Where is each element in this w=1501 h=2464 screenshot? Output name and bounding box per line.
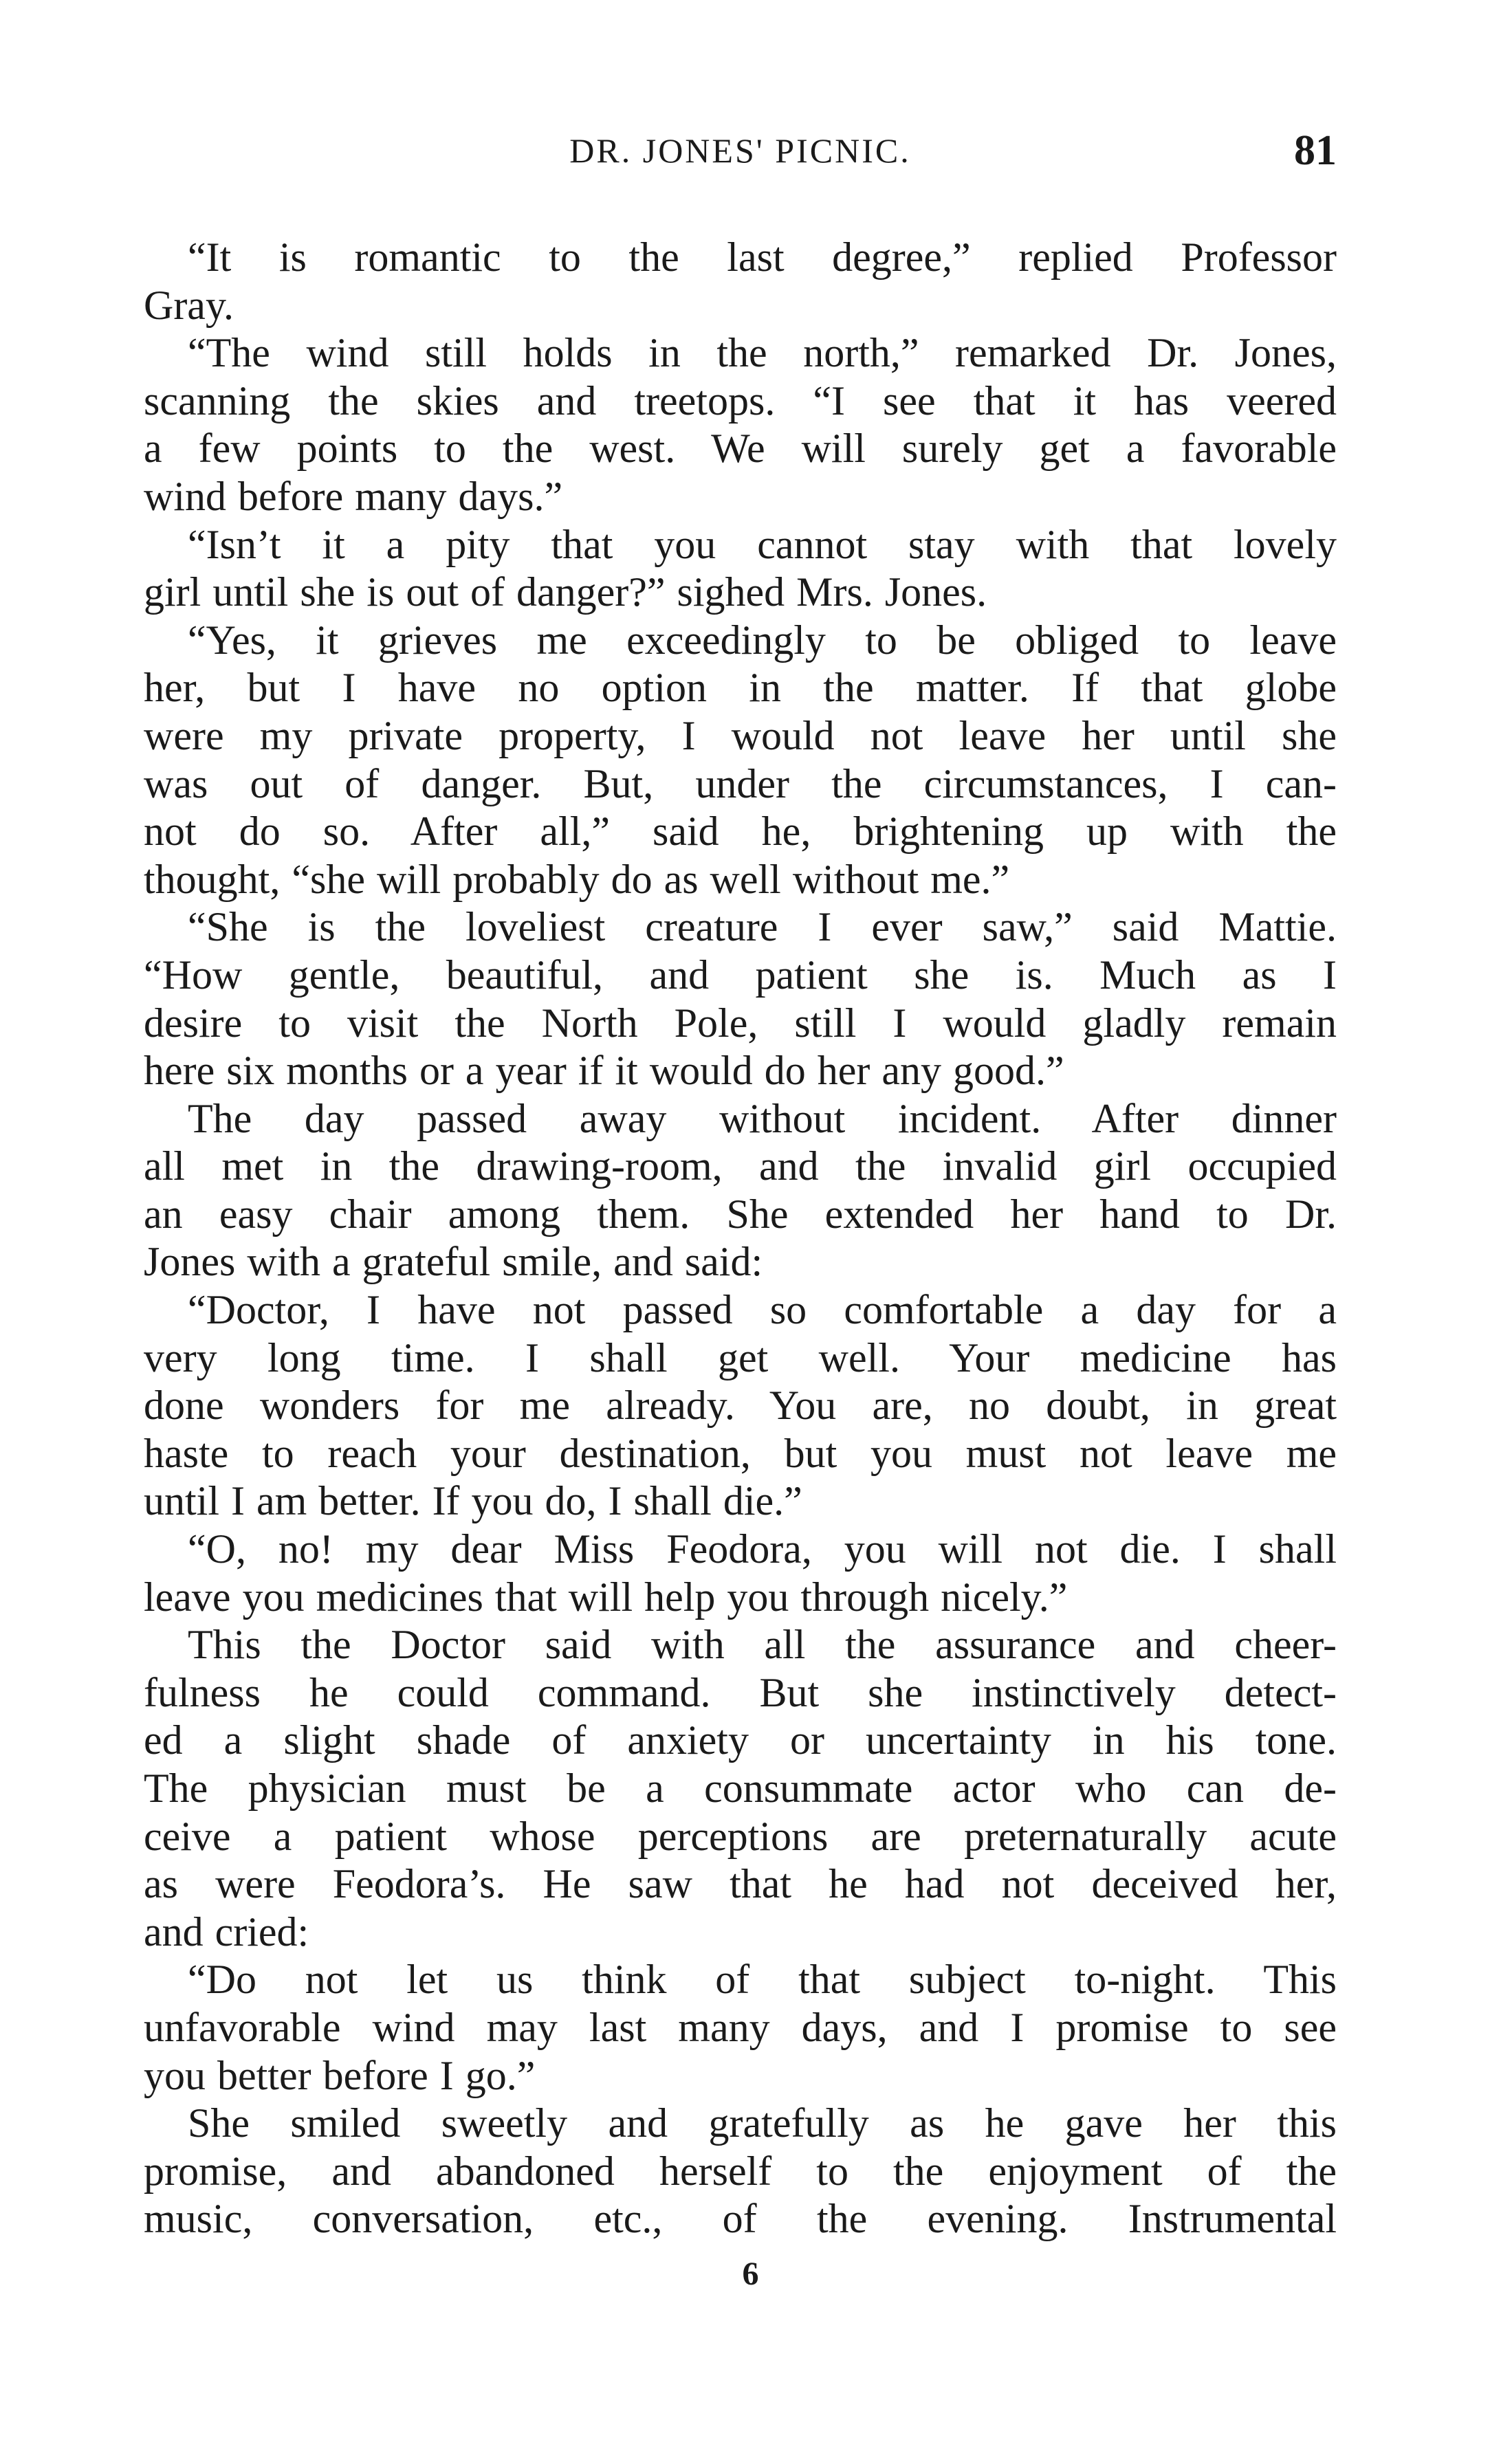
paragraph [144, 2100, 1337, 2243]
paragraph [144, 1526, 1337, 1621]
text-line: very long time. I shall get well. Your medicine has [144, 1334, 1337, 1380]
text-line: haste to reach your destination, but you must not leave me [144, 1430, 1337, 1476]
text-line: “O, no! my dear Miss Feodora, you will not die. I shall [188, 1526, 1337, 1572]
text-line: here six months or a year if it would do her any good.” [144, 1048, 1064, 1094]
text-line: This the Doctor said with all the assurance and cheer- [188, 1622, 1337, 1668]
text-line: “The wind still holds in the north,” remarked Dr. Jones, [188, 330, 1337, 376]
text-line: girl until she is out of danger?” sighed Mrs. Jones. [144, 569, 987, 615]
text-line: an easy chair among them. She extended her hand to Dr. [144, 1191, 1337, 1237]
paragraph [144, 903, 1337, 1094]
body-text [144, 234, 1337, 2243]
page-header [144, 127, 1337, 186]
text-line: her, but I have no option in the matter. If that globe [144, 665, 1337, 711]
paragraph [144, 1095, 1337, 1286]
paragraph [144, 1621, 1337, 1956]
paragraph [144, 234, 1337, 329]
text-line: “Doctor, I have not passed so comfortable a day for a [188, 1287, 1337, 1333]
text-line: was out of danger. But, under the circumstances, I can- [144, 760, 1337, 806]
paragraph [144, 1286, 1337, 1526]
text-line: wind before many days.” [144, 473, 563, 519]
text-line: a few points to the west. We will surely get a favorable [144, 426, 1337, 472]
text-line: music, conversation, etc., of the evening. Instrumental [144, 2196, 1337, 2242]
signature-mark: 6 [742, 2256, 759, 2292]
text-line: “Isn’t it a pity that you cannot stay with that lovely [188, 521, 1337, 567]
text-line: “It is romantic to the last degree,” replied Professor [188, 234, 1337, 280]
text-line: promise, and abandoned herself to the enjoyment of the [144, 2148, 1337, 2194]
text-line: “Do not let us think of that subject to-night. This [188, 1957, 1337, 2003]
text-line: fulness he could command. But she instinctively detect- [144, 1669, 1337, 1715]
text-line: ed a slight shade of anxiety or uncertainty in his tone. [144, 1717, 1337, 1763]
text-line: “Yes, it grieves me exceedingly to be obliged to leave [188, 617, 1337, 663]
text-line: She smiled sweetly and gratefully as he gave her this [188, 2100, 1337, 2146]
text-line: not do so. After all,” said he, brightening up with the [144, 808, 1337, 855]
text-line: scanning the skies and treetops. “I see that it has veered [144, 377, 1337, 424]
page-number: 81 [1294, 127, 1337, 174]
text-line: all met in the drawing-room, and the invalid girl occupied [144, 1143, 1337, 1189]
text-line: “She is the loveliest creature I ever saw,” said Mattie. [188, 904, 1337, 950]
text-line: until I am better. If you do, I shall die.” [144, 1478, 802, 1524]
text-line: The physician must be a consummate actor who can de- [144, 1766, 1337, 1811]
text-line: as were Feodora’s. He saw that he had not deceived her, [144, 1861, 1337, 1907]
paragraph [144, 617, 1337, 904]
text-line: leave you medicines that will help you through nicely.” [144, 1574, 1068, 1620]
text-line: desire to visit the North Pole, still I would gladly remain [144, 1000, 1337, 1046]
text-line: were my private property, I would not leave her until she [144, 712, 1337, 758]
text-line: thought, “she will probably do as well without me.” [144, 856, 1010, 902]
running-title: DR. JONES' PICNIC. [569, 131, 911, 170]
paragraph [144, 1956, 1337, 2100]
paragraph [144, 329, 1337, 520]
text-line: you better before I go.” [144, 2052, 536, 2098]
text-line: unfavorable wind may last many days, and I promise to see [144, 2004, 1337, 2050]
text-line: “How gentle, beautiful, and patient she is. Much as I [144, 952, 1337, 998]
text-line: Gray. [144, 282, 234, 328]
text-line: done wonders for me already. You are, no doubt, in great [144, 1383, 1337, 1429]
text-line: ceive a patient whose perceptions are preternaturally acute [144, 1813, 1337, 1859]
text-line: Jones with a grateful smile, and said: [144, 1239, 763, 1285]
text-line: and cried: [144, 1908, 309, 1955]
paragraph [144, 521, 1337, 617]
text-line: The day passed away without incident. After dinner [188, 1095, 1337, 1141]
